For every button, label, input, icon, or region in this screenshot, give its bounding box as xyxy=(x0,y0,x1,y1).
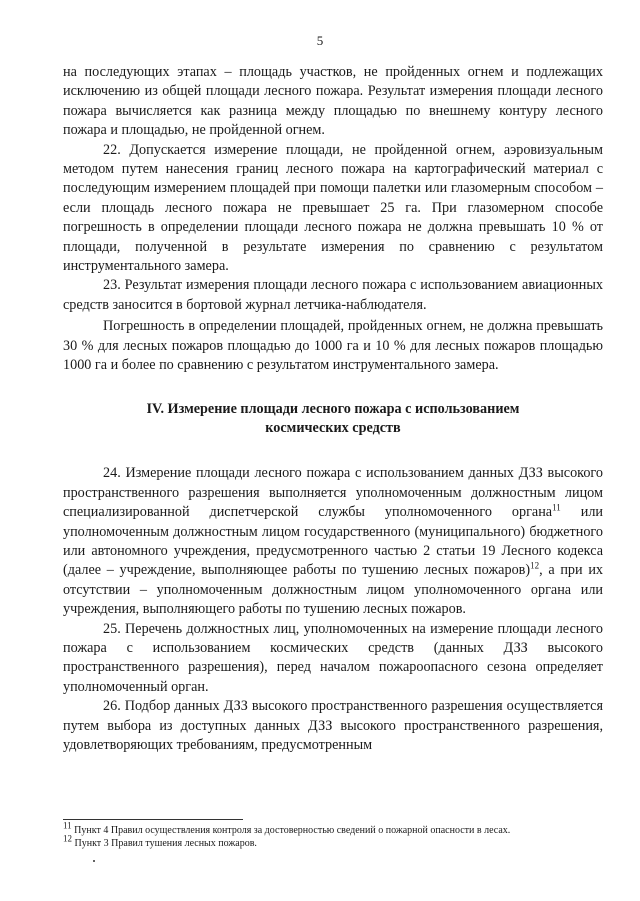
footnote-divider xyxy=(63,819,243,820)
section-heading-line2: космических средств xyxy=(265,419,401,436)
paragraph-23: 23. Результат измерения площади лесного пожара с использованием авиационных средств заносится в бортовой журнал летчика-наблюдателя. xyxy=(63,277,603,313)
scan-speck xyxy=(93,860,95,862)
paragraph-accuracy: Погрешность в определении площадей, пройденных огнем, не должна превышать 30 % для лесных пожаров площадью до 1000 га и 10 % для лесных пожаров площадью 1000 га и более по сравнению с результатом инструментального замера. xyxy=(63,318,603,374)
paragraph-24-text-a: 24. Измерение площади лесного пожара с использованием данных ДЗЗ высокого пространственного разрешения выполняется уполномоченным должностным лицом специализированной диспетчерской службы уполномоченного органа xyxy=(63,465,603,521)
footnote-12 xyxy=(63,833,603,850)
section-heading xyxy=(63,400,603,439)
footnote-ref-11[interactable]: 11 xyxy=(552,502,561,513)
document-body xyxy=(63,63,603,755)
paragraph-continuation: на последующих этапах – площадь участков, не пройденных огнем и подлежащих исключению из общей площади лесного пожара. Результат измерения площади лесного пожара вычисляется как разница между площадью по внешнему контуру лесного пожара и площадью, не пройденной огнем. xyxy=(63,64,603,139)
paragraph-25: 25. Перечень должностных лиц, уполномоченных на измерение площади лесного пожара с использованием космических средств (данных ДЗЗ высокого пространственного разрешения), перед началом пожароопасного сезона определяет уполномоченный орган. xyxy=(63,620,603,695)
paragraph-24-text-c: , а при их отсутствии – уполномоченным должностным лицом уполномоченного органа или учреждения, выполняющего работы по тушению лесных пожаров. xyxy=(63,562,604,618)
footnote-text: Пункт 3 Правил тушения лесных пожаров. xyxy=(72,838,257,849)
footnote-mark: 11 xyxy=(63,820,72,831)
footnote-text: Пункт 4 Правил осуществления контроля за достоверностью сведений о пожарной опасности в лесах. xyxy=(71,825,511,836)
paragraph-26: 26. Подбор данных ДЗЗ высокого пространственного разрешения осуществляется путем выбора из доступных данных ДЗЗ высокого пространственного разрешения, удовлетворяющих требованиям, предусмотренным xyxy=(63,698,603,753)
paragraph-22: 22. Допускается измерение площади, не пройденной огнем, аэровизуальным методом путем нанесения границ лесного пожара на картографический материал с последующим измерением площадей при помощи палетки или глазомерным способом – если площадь лесного пожара не превышает 25 га. При глазомерном способе погрешность в определении площади лесного пожара не должна превышать 10 % от площади, полученной в результате измерения по сравнению с результатом инструментального замера. xyxy=(63,141,603,275)
footnote-mark: 12 xyxy=(63,833,72,844)
footnotes xyxy=(63,820,603,850)
paragraph-24-text-b: или уполномоченным должностным лицом государственного (муниципального) бюджетного или автономного учреждения, предусмотренного частью 2 статьи 19 Лесного кодекса (далее – учреждение, выполняющее работы по тушению лесных пожаров) xyxy=(63,504,603,579)
page-number: 5 xyxy=(316,33,324,48)
footnote-11 xyxy=(63,820,603,837)
footnote-ref-12[interactable]: 12 xyxy=(530,560,540,571)
section-heading-line1: IV. Измерение площади лесного пожара с использованием xyxy=(146,400,520,417)
paragraph-24 xyxy=(63,464,603,619)
